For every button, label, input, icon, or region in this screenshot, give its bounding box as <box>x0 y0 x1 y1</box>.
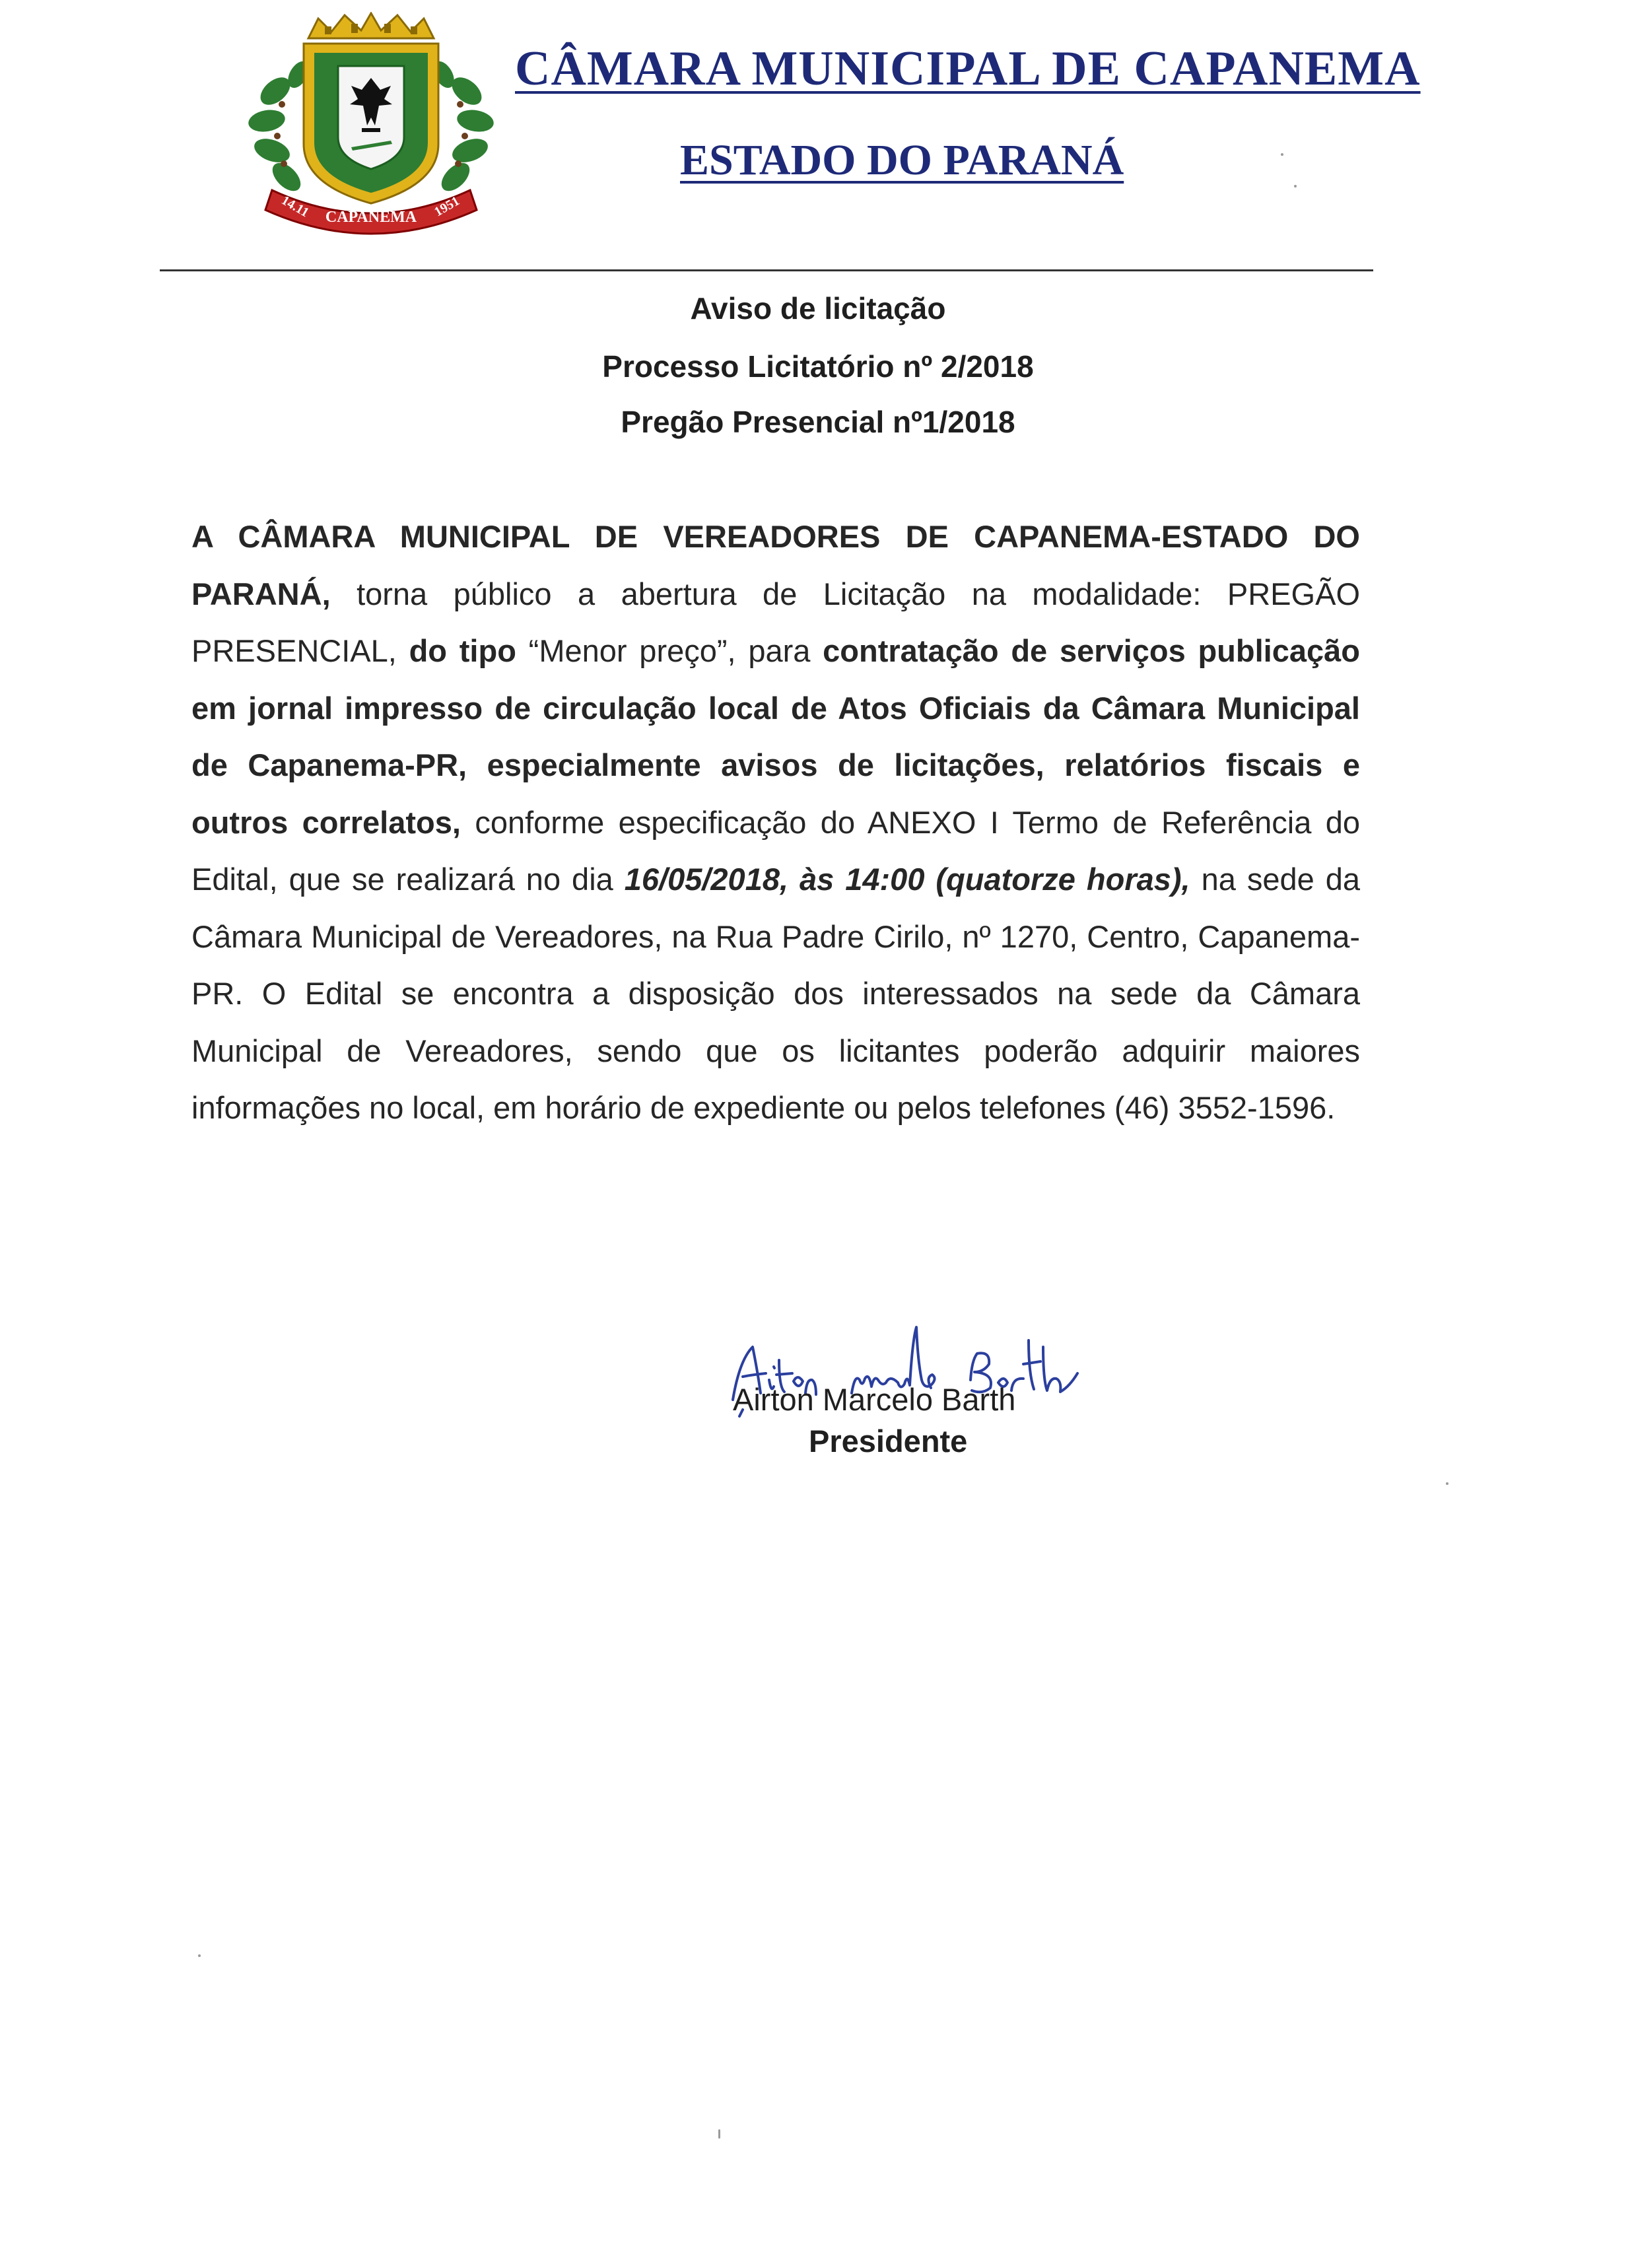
scan-speck <box>1294 185 1297 188</box>
auction-number: Pregão Presencial nº1/2018 <box>621 405 1015 439</box>
scan-speck <box>1446 1482 1449 1485</box>
svg-text:1951: 1951 <box>432 193 462 220</box>
header-subtitle: ESTADO DO PARANÁ <box>680 136 1124 184</box>
signer-role: Presidente <box>809 1424 968 1459</box>
process-number: Processo Licitatório nº 2/2018 <box>602 349 1034 384</box>
body-object: contratação de serviços publicação em jornal impresso de circulação local de Atos Oficiais da Câmara Municipal de Capanema-PR, especialmente avisos de licitações, relatórios fiscais e outros correlatos, <box>191 633 1360 840</box>
scan-speck <box>718 2129 720 2139</box>
body-text-1: torna público a abertura de Licitação na modalidade: PREGÃO PRESENCIAL, <box>191 576 1360 668</box>
header-title: CÂMARA MUNICIPAL DE CAPANEMA <box>515 42 1421 96</box>
body-institution: A CÂMARA MUNICIPAL DE VEREADORES DE CAPANEMA-ESTADO DO PARANÁ, <box>191 519 1360 611</box>
notice-body <box>191 508 1360 1137</box>
svg-text:14.11: 14.11 <box>279 193 312 221</box>
header-divider <box>160 269 1373 271</box>
scan-speck <box>1281 153 1283 156</box>
body-text-4: na sede da Câmara Municipal de Vereadores, na Rua Padre Cirilo, nº 1270, Centro, Capanema-PR. O Edital se encontra a disposição dos interessados na sede da Câmara Municipal de Vereadores, sendo que os licitantes poderão adquirir maiores informações no local, em horário de expediente ou pelos telefones (46) 3552-1596. <box>191 862 1360 1125</box>
body-type-label: do tipo <box>409 633 516 668</box>
notice-heading: Aviso de licitação <box>690 291 946 326</box>
body-date-time: 16/05/2018, às 14:00 (quatorze horas), <box>624 862 1190 897</box>
coat-of-arms-icon <box>246 12 496 236</box>
body-text-3: conforme especificação do ANEXO I Termo de Referência do Edital, que se realizará no dia <box>191 804 1361 897</box>
body-text-2: “Menor preço”, para <box>516 633 823 668</box>
svg-text:CAPANEMA: CAPANEMA <box>325 209 417 226</box>
signer-name: Airton Marcelo Barth <box>733 1382 1016 1417</box>
scan-speck <box>198 1954 201 1957</box>
